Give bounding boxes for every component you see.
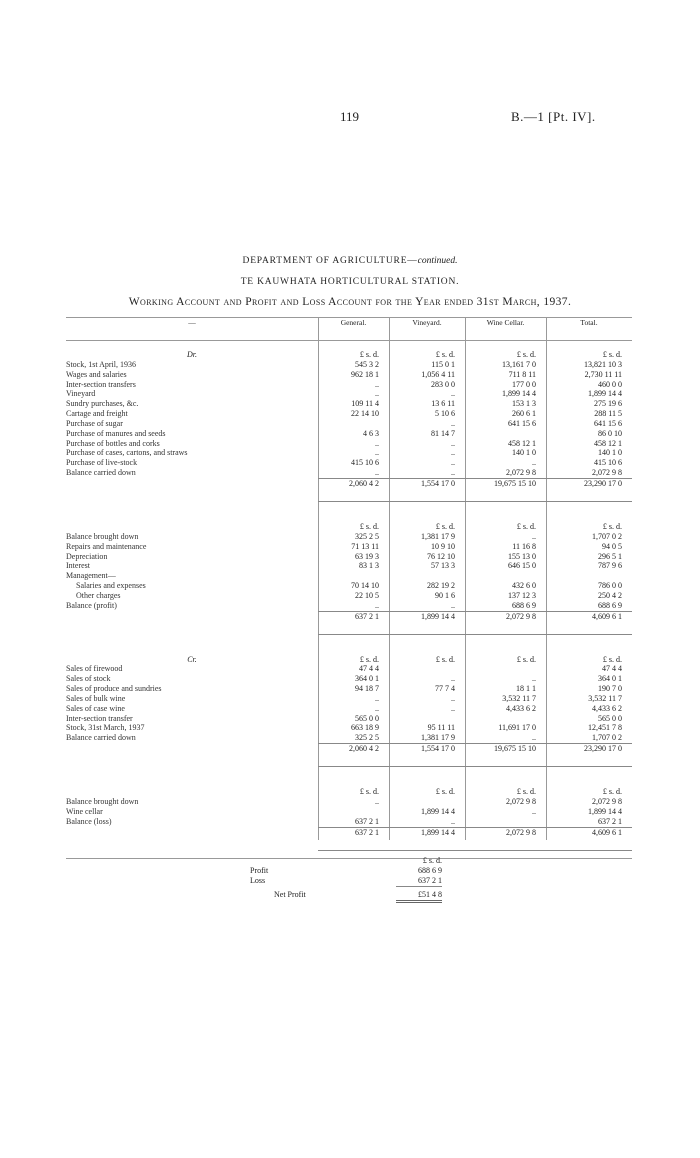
row-value: 787 9 6	[598, 561, 622, 571]
row-value: ..	[375, 448, 379, 458]
row-value: 325 2 5	[355, 733, 379, 743]
row-label: Purchase of manures and seeds	[66, 428, 166, 438]
row-value: 4,433 6 2	[506, 703, 536, 713]
table-bottom-rule	[66, 858, 632, 859]
row-value	[465, 429, 546, 439]
row-value	[389, 571, 465, 581]
row-value: 786 0 0	[598, 581, 622, 591]
row-label: Sales of firewood	[66, 664, 123, 674]
row-value: 415 10 6	[594, 458, 622, 468]
table-row	[66, 571, 632, 581]
row-value: ..	[451, 693, 455, 703]
row-label: Balance (profit)	[66, 600, 117, 610]
row-value: 76 12 10	[427, 551, 455, 561]
row-label: Management—	[66, 571, 116, 581]
table-row	[66, 399, 632, 409]
row-value: 140 1 0	[512, 448, 536, 458]
row-value: 13,821 10 3	[584, 359, 622, 369]
currency-header: £ s. d.	[435, 787, 455, 797]
currency-header: £ s. d.	[359, 521, 379, 531]
section-heading	[66, 787, 318, 797]
row-label: Salaries and expenses	[76, 581, 146, 591]
total-value: 1,554 17 0	[389, 744, 465, 767]
row-value: ..	[451, 816, 455, 826]
currency-header: £ s. d.	[602, 521, 622, 531]
station-heading: TE KAUWHATA HORTICULTURAL STATION.	[240, 277, 460, 287]
row-value: 663 18 9	[351, 723, 379, 733]
total-value: 637 2 1	[318, 827, 389, 850]
loss-label: Loss	[250, 876, 266, 885]
row-value	[389, 797, 465, 807]
row-value: ..	[451, 600, 455, 610]
row-label: Balance brought down	[66, 531, 139, 541]
row-value: 177 0 0	[512, 379, 536, 389]
row-value: 1,707 0 2	[592, 733, 622, 743]
section-gap	[66, 767, 632, 788]
row-value: 565 0 0	[355, 713, 379, 723]
row-value: 641 15 6	[508, 418, 536, 428]
row-value: 325 2 5	[355, 531, 379, 541]
row-value: 962 18 1	[351, 369, 379, 379]
row-value: 57 13 3	[431, 561, 455, 571]
row-label: Inter-section transfers	[66, 379, 136, 389]
col-header-blank: —	[188, 318, 196, 327]
row-value: 115 0 1	[431, 359, 455, 369]
row-label: Balance (loss)	[66, 816, 112, 826]
row-label: Vineyard	[66, 389, 96, 399]
row-value: 275 19 6	[594, 399, 622, 409]
section-heading: Cr.	[187, 654, 197, 664]
profit-value: 688 6 9	[418, 866, 442, 875]
row-value: ..	[451, 468, 455, 478]
total-value: 637 2 1	[318, 611, 389, 634]
currency-header: £ s. d.	[516, 350, 536, 359]
row-value: 364 0 1	[598, 674, 622, 684]
row-value: ..	[451, 674, 455, 684]
total-label-cell	[66, 744, 318, 767]
row-label: Stock, 1st April, 1936	[66, 359, 137, 369]
row-value: 1,381 17 9	[421, 733, 455, 743]
gap-cell	[66, 767, 632, 788]
row-label: Sales of case wine	[66, 703, 125, 713]
row-value	[465, 571, 546, 581]
currency-header: £ s. d.	[435, 654, 455, 664]
row-value: 282 19 2	[427, 581, 455, 591]
row-value	[318, 419, 389, 429]
row-value: 688 6 9	[598, 600, 622, 610]
table-row	[66, 429, 632, 439]
section-total-row	[66, 478, 632, 501]
row-value: 3,532 11 7	[588, 693, 622, 703]
row-value	[389, 664, 465, 674]
table-row	[66, 360, 632, 370]
department-heading	[0, 256, 700, 266]
row-value: 4 6 3	[363, 428, 379, 438]
table-row	[66, 409, 632, 419]
row-value: 22 14 10	[351, 409, 379, 419]
row-value: 1,899 14 4	[502, 389, 536, 399]
row-value: 94 0 5	[602, 541, 622, 551]
row-label: Other charges	[76, 590, 121, 600]
page-number: 119	[340, 109, 360, 124]
section-heading-row	[66, 655, 632, 665]
row-value: 95 11 11	[427, 723, 455, 733]
row-label: Cartage and freight	[66, 409, 128, 419]
row-value: ..	[375, 703, 379, 713]
currency-header: £ s. d.	[435, 521, 455, 531]
row-value: 83 1 3	[359, 561, 379, 571]
row-label: Sales of bulk wine	[66, 693, 126, 703]
row-value: 13,161 7 0	[502, 359, 536, 369]
col-header-vineyard: Vineyard.	[412, 318, 442, 327]
continued-note: continued.	[417, 256, 458, 266]
section-gap	[66, 340, 632, 350]
row-value: 11 16 8	[512, 541, 536, 551]
total-value: 4,609 6 1	[546, 827, 632, 850]
row-label: Purchase of bottles and corks	[66, 438, 160, 448]
table-row	[66, 601, 632, 611]
table-row	[66, 370, 632, 380]
currency-header: £ s. d.	[359, 350, 379, 359]
row-value: 22 10 5	[355, 590, 379, 600]
row-value: 646 15 0	[508, 561, 536, 571]
row-value: 2,072 9 8	[592, 468, 622, 478]
table-row	[66, 733, 632, 743]
row-value	[546, 571, 632, 581]
section-total-row	[66, 611, 632, 634]
table-row	[66, 664, 632, 674]
total-value: 2,060 4 2	[318, 478, 389, 501]
row-label: Purchase of cases, cartons, and straws	[66, 448, 188, 458]
row-value: 140 1 0	[598, 448, 622, 458]
currency-header: £ s. d.	[516, 787, 536, 797]
row-value: 10 9 10	[431, 541, 455, 551]
currency-header: £ s. d.	[602, 787, 622, 797]
total-value: 1,554 17 0	[389, 478, 465, 501]
row-value: ..	[532, 531, 536, 541]
col-header-total: Total.	[580, 318, 598, 327]
total-value: 2,060 4 2	[318, 744, 389, 767]
row-value: ..	[451, 458, 455, 468]
col-header-general: General.	[340, 318, 367, 327]
row-value: 5 10 6	[435, 409, 455, 419]
row-value: 2,072 9 8	[506, 468, 536, 478]
row-value: ..	[375, 693, 379, 703]
row-label: Repairs and maintenance	[66, 541, 147, 551]
row-value: 4,433 6 2	[592, 703, 622, 713]
row-value: ..	[375, 797, 379, 806]
row-value: 637 2 1	[355, 816, 379, 826]
table-row	[66, 389, 632, 399]
row-value: 288 11 5	[594, 409, 622, 419]
gap-cell	[66, 501, 632, 522]
row-value: ..	[451, 448, 455, 458]
row-value: 1,707 0 2	[592, 531, 622, 541]
row-value: 13 6 11	[431, 399, 455, 409]
total-value: 4,609 6 1	[546, 611, 632, 634]
table-row	[66, 552, 632, 562]
row-value	[318, 807, 389, 817]
row-label: Interest	[66, 561, 90, 571]
section-gap	[66, 501, 632, 522]
row-value: 77 7 4	[435, 684, 455, 694]
row-value: 137 12 3	[508, 590, 536, 600]
section-heading-row	[66, 522, 632, 532]
row-value: 18 1 1	[516, 684, 536, 694]
row-value: 2,072 9 8	[592, 797, 622, 806]
section-gap	[66, 634, 632, 655]
row-value: 2,072 9 8	[506, 797, 536, 806]
section-heading: Dr.	[186, 350, 197, 359]
account-table	[66, 318, 632, 851]
row-value: 47 4 4	[359, 664, 379, 674]
row-label: Balance brought down	[66, 797, 139, 806]
column-header-row	[66, 318, 632, 340]
row-value: 1,899 14 4	[421, 806, 455, 816]
total-value: 23,290 17 0	[546, 478, 632, 501]
currency-header: £ s. d.	[435, 350, 455, 359]
row-value: ..	[375, 468, 379, 478]
table-row	[66, 797, 632, 807]
section-heading-row	[66, 787, 632, 797]
table-row	[66, 542, 632, 552]
loss-value: 637 2 1	[396, 876, 442, 887]
row-value: 565 0 0	[598, 713, 622, 723]
table-row	[66, 380, 632, 390]
row-label: Sales of stock	[66, 674, 111, 684]
account-title: Working Account and Profit and Loss Account for the Year ended 31st March, 1937.	[128, 296, 572, 308]
col-header-wine-cellar: Wine Cellar.	[486, 318, 525, 327]
row-value: 432 6 0	[512, 581, 536, 591]
row-value: 86 0 10	[598, 428, 622, 438]
row-value: ..	[532, 674, 536, 684]
table-row	[66, 674, 632, 684]
row-value: 1,899 14 4	[588, 806, 622, 816]
net-profit-label: Net Profit	[274, 890, 306, 899]
currency-header: £ s. d.	[359, 654, 379, 664]
net-profit-value: £51 4 8	[396, 890, 442, 903]
row-value: ..	[451, 389, 455, 399]
row-value: 545 3 2	[355, 359, 379, 369]
table-row	[66, 817, 632, 827]
total-value: 2,072 9 8	[465, 611, 546, 634]
table-row	[66, 439, 632, 449]
row-value: 458 12 1	[508, 438, 536, 448]
row-value: 460 0 0	[598, 379, 622, 389]
table-row	[66, 723, 632, 733]
total-value: 19,675 15 10	[465, 744, 546, 767]
row-value: 70 14 10	[351, 581, 379, 591]
row-value: ..	[451, 438, 455, 448]
gap-cell	[66, 634, 632, 655]
row-value: 12,451 7 8	[588, 723, 622, 733]
document-reference: B.—1 [Pt. IV].	[511, 109, 596, 124]
row-value	[318, 571, 389, 581]
row-value: 641 15 6	[594, 418, 622, 428]
section-heading	[66, 522, 318, 532]
row-value: 190 7 0	[598, 684, 622, 694]
row-value	[465, 664, 546, 674]
row-value: ..	[451, 418, 455, 428]
row-value: ..	[532, 806, 536, 816]
row-value: 711 8 11	[508, 369, 536, 379]
row-label: Sales of produce and sundries	[66, 684, 162, 694]
table-row	[66, 581, 632, 591]
row-label: Wages and salaries	[66, 369, 127, 379]
table-row	[66, 714, 632, 724]
row-value: ..	[532, 733, 536, 743]
department-name: DEPARTMENT OF AGRICULTURE—	[242, 256, 418, 266]
row-value: 1,056 4 11	[421, 369, 455, 379]
row-label: Inter-section transfer	[66, 713, 133, 723]
row-value: 94 18 7	[355, 684, 379, 694]
row-value: 1,381 17 9	[421, 531, 455, 541]
row-value: 688 6 9	[512, 600, 536, 610]
row-label: Purchase of live-stock	[66, 458, 138, 468]
row-value: ..	[375, 389, 379, 399]
row-value: 283 0 0	[431, 379, 455, 389]
row-value: 637 2 1	[598, 816, 622, 826]
row-value: 364 0 1	[355, 674, 379, 684]
section-total-row	[66, 744, 632, 767]
total-label-cell	[66, 478, 318, 501]
table-row	[66, 458, 632, 468]
row-value: 415 10 6	[351, 458, 379, 468]
row-value: 2,730 11 11	[584, 369, 622, 379]
row-value: 250 4 2	[598, 590, 622, 600]
row-value: 90 1 6	[435, 590, 455, 600]
row-label: Sundry purchases, &c.	[66, 399, 139, 409]
total-value: 23,290 17 0	[546, 744, 632, 767]
row-value: 63 19 3	[355, 551, 379, 561]
currency-header: £ s. d.	[516, 521, 536, 531]
row-value: 109 11 4	[351, 399, 379, 409]
total-label-cell	[66, 611, 318, 634]
gap-cell	[66, 340, 632, 350]
table-row	[66, 532, 632, 542]
row-value: 296 5 1	[598, 551, 622, 561]
table-row	[66, 419, 632, 429]
row-value: 155 13 0	[508, 551, 536, 561]
row-label: Purchase of sugar	[66, 418, 123, 428]
total-value: 1,899 14 4	[389, 611, 465, 634]
row-value: ..	[375, 379, 379, 389]
row-value: ..	[375, 600, 379, 610]
total-label-cell	[66, 827, 318, 850]
row-value: 458 12 1	[594, 438, 622, 448]
total-value: 19,675 15 10	[465, 478, 546, 501]
row-value: 260 6 1	[512, 409, 536, 419]
row-value: 47 4 4	[602, 664, 622, 674]
row-label: Stock, 31st March, 1937	[66, 723, 145, 733]
table-row	[66, 468, 632, 478]
row-value: 11,691 17 0	[498, 723, 536, 733]
row-label: Depreciation	[66, 551, 108, 561]
table-row	[66, 704, 632, 714]
row-value	[389, 714, 465, 724]
row-value: ..	[375, 438, 379, 448]
account-body	[66, 340, 632, 850]
total-value: 1,899 14 4	[389, 827, 465, 850]
table-row	[66, 448, 632, 458]
row-label: Wine cellar	[66, 806, 103, 816]
table-row	[66, 684, 632, 694]
section-heading-row	[66, 350, 632, 360]
profit-label: Profit	[250, 866, 269, 875]
row-value: 1,899 14 4	[588, 389, 622, 399]
row-value: 71 13 11	[351, 541, 379, 551]
row-label: Balance carried down	[66, 733, 136, 743]
summary-currency: £ s. d.	[422, 856, 442, 865]
table-row	[66, 694, 632, 704]
total-value: 2,072 9 8	[465, 827, 546, 850]
section-total-row	[66, 827, 632, 850]
row-value: ..	[532, 458, 536, 468]
currency-header: £ s. d.	[602, 350, 622, 359]
table-row	[66, 807, 632, 817]
table-row	[66, 591, 632, 601]
row-value: 3,532 11 7	[502, 693, 536, 703]
row-value: 153 1 3	[512, 399, 536, 409]
currency-header: £ s. d.	[602, 654, 622, 664]
row-label: Balance carried down	[66, 468, 136, 478]
currency-header: £ s. d.	[516, 654, 536, 664]
table-row	[66, 561, 632, 571]
row-value: ..	[451, 703, 455, 713]
currency-header: £ s. d.	[359, 787, 379, 797]
row-value: 81 14 7	[431, 428, 455, 438]
row-value	[465, 817, 546, 827]
row-value	[465, 714, 546, 724]
